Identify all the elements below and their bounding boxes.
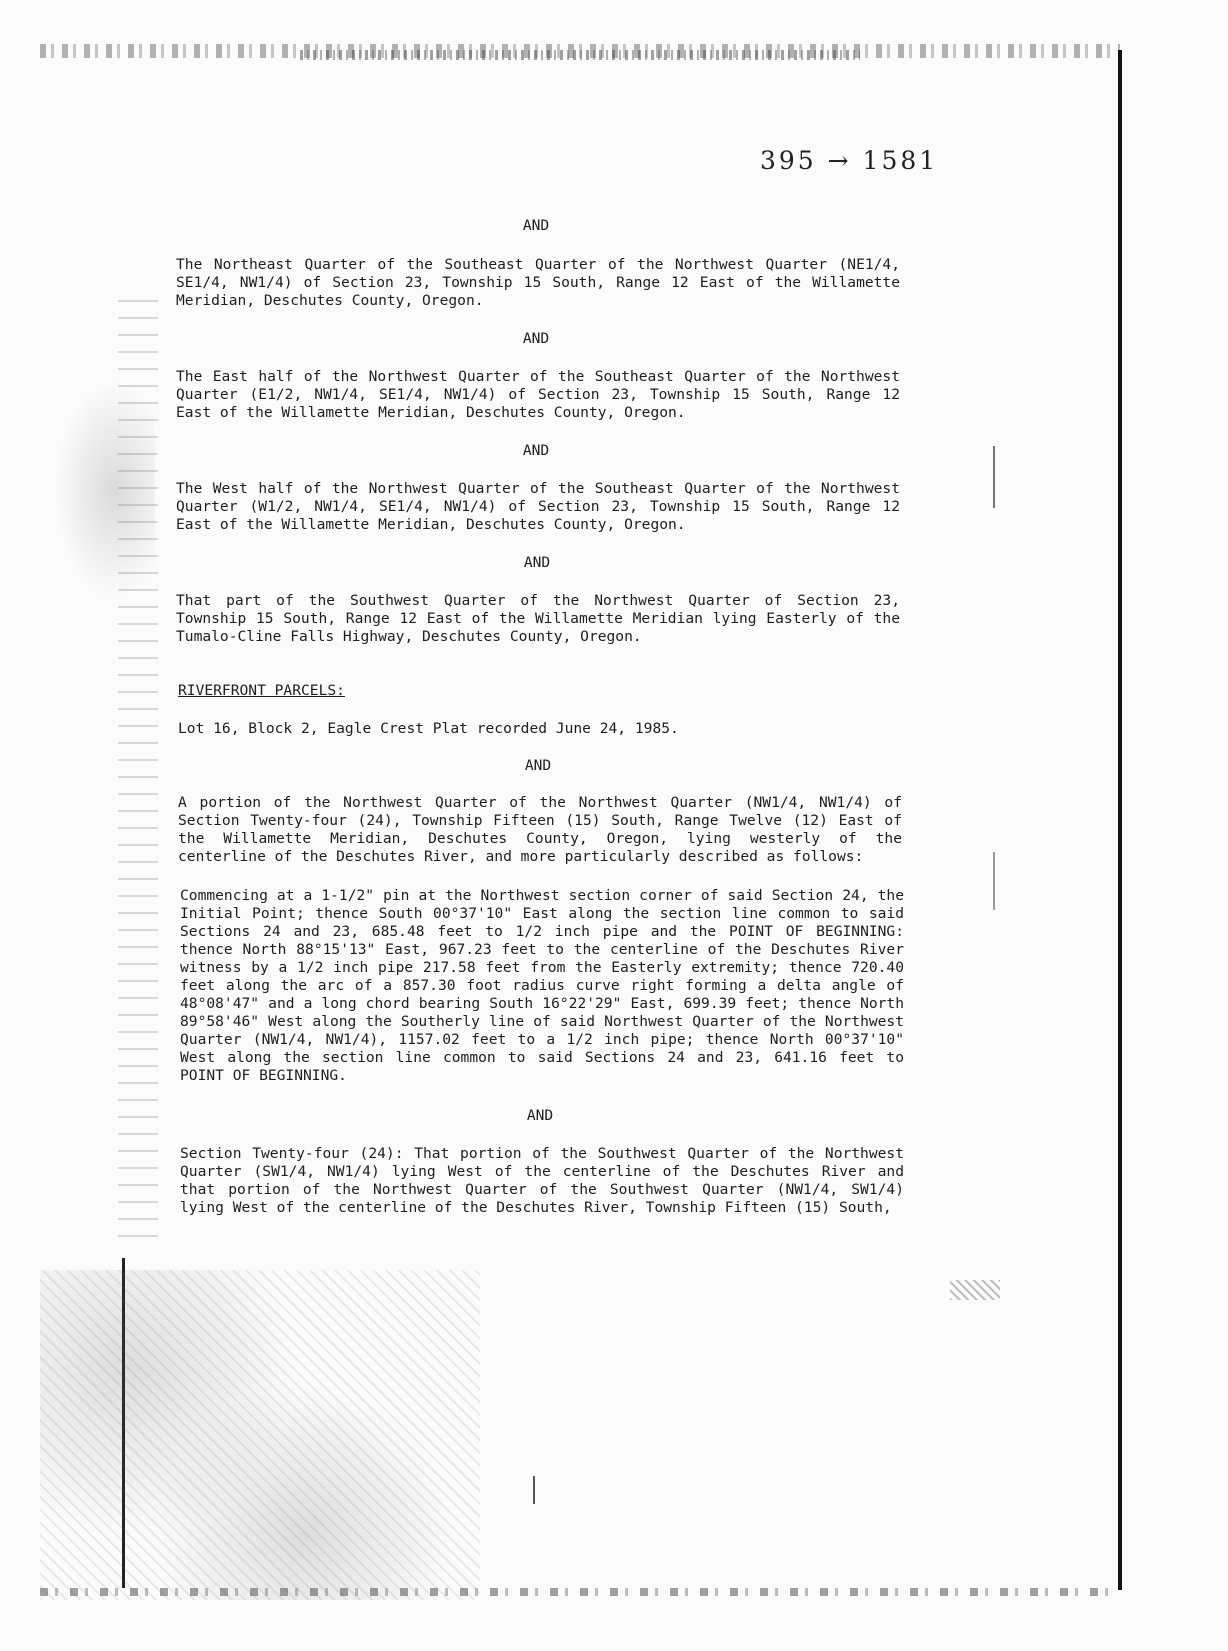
scan-bottom-noise [40,1270,480,1600]
and-separator: AND [526,1107,554,1124]
metes-and-bounds-paragraph: Commencing at a 1-1/2" pin at the Northwest section corner of said Section 24, the Initial Point; thence South 00°37'10" East along the section line common to said Sections 24 and 23, 685.48 feet to 1/2 inch pipe and the POINT OF BEGINNING: thence North 88°15'13" East, 967.23 feet to the centerline of the Deschutes River witness by a 1/2 inch pipe 217.58 feet from the Easterly extremity; thence 720.40 feet along the arc of a 857.30 foot radius curve right forming a delta angle of 48°08'47" and a long chord bearing South 16°22'29" East, 699.39 feet; thence North 89°58'46" West along the Southerly line of said Northwest Quarter of the Northwest Quarter (NW1/4, NW1/4), 1157.02 feet to a 1/2 inch pipe; thence North 00°37'10" West along the section line common to said Sections 24 and 23, 641.16 feet to POINT OF BEGINNING. [180,887,904,1084]
and-separator: AND [523,554,551,571]
legal-paragraph: The East half of the Northwest Quarter of the Southeast Quarter of the Northwest Quarter (E1/2, NW1/4, SE1/4, NW1/4) of Section 23, Township 15 South, Range 12 East of the Willamette Meridian, Deschutes County, Oregon. [176,368,900,421]
legal-paragraph: The West half of the Northwest Quarter of the Southeast Quarter of the Northwest Quarter (W1/2, NW1/4, SE1/4, NW1/4) of Section 23, Township 15 South, Range 12 East of the Willamette Meridian, Deschutes County, Oregon. [176,480,900,533]
scan-mark [533,1476,535,1504]
and-separator: AND [522,442,550,459]
legal-paragraph: Section Twenty-four (24): That portion of the Southwest Quarter of the Northwest Quarter (SW1/4, NW1/4) lying West of the centerline of the Deschutes River and that portion of the Northwest Quarter of the Southwest Quarter (NW1/4, SW1/4) lying West of the centerline of the Deschutes River, Township Fifteen (15) South, [180,1145,904,1216]
scan-speck [950,1280,1000,1300]
scan-mark [993,446,995,508]
scan-right-edge [1118,50,1122,1590]
section-heading: RIVERFRONT PARCELS: [178,682,345,699]
lot-paragraph: Lot 16, Block 2, Eagle Crest Plat recorded June 24, 1985. [178,720,679,737]
legal-paragraph: That part of the Southwest Quarter of the Northwest Quarter of Section 23, Township 15 South, Range 12 East of the Willamette Meridian lying Easterly of the Tumalo-Cline Falls Highway, Deschutes County, Oregon. [176,592,900,645]
scan-top-noise [300,50,860,60]
and-separator: AND [522,217,550,234]
and-separator: AND [522,330,550,347]
and-separator: AND [524,757,552,774]
legal-paragraph: A portion of the Northwest Quarter of the Northwest Quarter (NW1/4, NW1/4) of Section Twenty-four (24), Township Fifteen (15) South, Range Twelve (12) East of the Willamette Meridian, Deschutes County, Oregon, lying westerly of the centerline of the Deschutes River, and more particularly described as follows: [178,794,902,865]
legal-paragraph: The Northeast Quarter of the Southeast Quarter of the Northwest Quarter (NE1/4, SE1/4, NW1/4) of Section 23, Township 15 South, Range 12 East of the Willamette Meridian, Deschutes County, Oregon. [176,256,900,309]
scan-left-dots [118,300,158,1250]
scan-mark [993,852,995,910]
scan-bottom-line [40,1588,1120,1596]
page-number: 395 → 1581 [760,146,939,175]
